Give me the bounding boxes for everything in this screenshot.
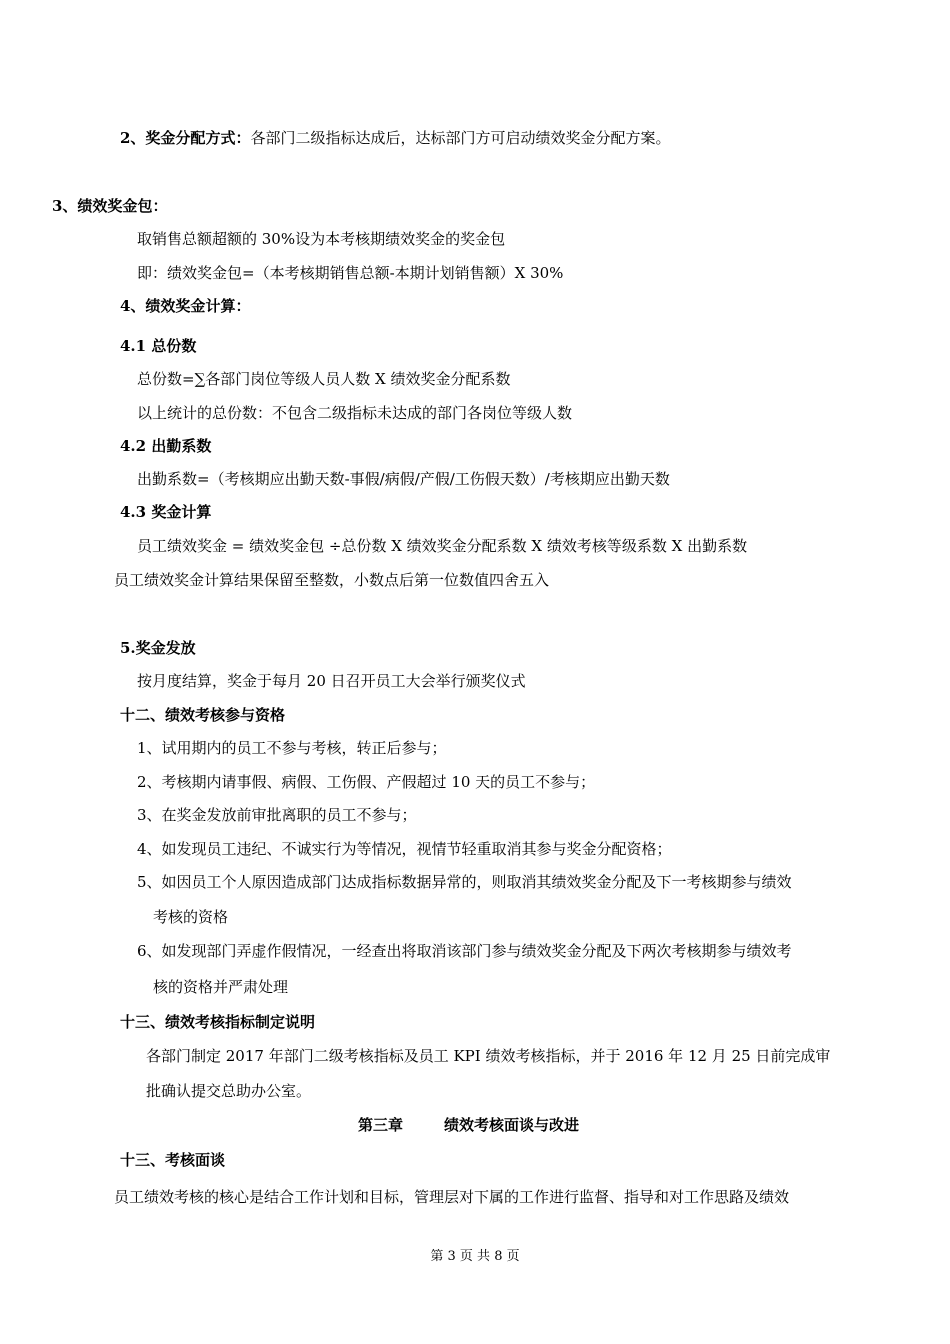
section-13-line-1: 各部门制定 2017 年部门二级考核指标及员工 KPI 绩效考核指标，并于 2016 年 12 月 25 日前完成审 xyxy=(146,1047,831,1065)
chapter-title: 绩效考核面谈与改进 xyxy=(444,1116,580,1134)
section-2-line xyxy=(120,128,670,148)
page-footer: 第 3 页 共 8 页 xyxy=(430,1249,520,1264)
section-12-heading: 十二、绩效考核参与资格 xyxy=(120,706,286,724)
section-13-line-2: 批确认提交总助办公室。 xyxy=(146,1082,312,1100)
chapter-number: 第三章 xyxy=(358,1116,404,1134)
section-4-1-line-1: 总份数=∑各部门岗位等级人员人数 X 绩效奖金分配系数 xyxy=(137,370,511,388)
section-3-heading: 3、绩效奖金包： xyxy=(52,197,168,215)
section-5-heading: 5.奖金发放 xyxy=(120,639,196,657)
section-4-1-line-2: 以上统计的总份数：不包含二级指标未达成的部门各岗位等级人数 xyxy=(137,404,573,422)
section-12-item-5-line-2: 考核的资格 xyxy=(153,908,229,926)
section-2-heading: 2、奖金分配方式： xyxy=(120,129,251,147)
section-13-heading: 十三、绩效考核指标制定说明 xyxy=(120,1013,316,1031)
section-3-line-1: 取销售总额超额的 30%设为本考核期绩效奖金的奖金包 xyxy=(137,230,506,248)
section-12-item-6-line-1: 6、如发现部门弄虚作假情况，一经查出将取消该部门参与绩效奖金分配及下两次考核期参与绩效考 xyxy=(137,942,792,960)
section-12-item-4: 4、如发现员工违纪、不诚实行为等情况，视情节轻重取消其参与奖金分配资格； xyxy=(137,840,672,858)
section-4-3-heading: 4.3 奖金计算 xyxy=(120,503,212,521)
section-4-1-heading: 4.1 总份数 xyxy=(120,337,197,355)
section-12-item-1: 1、试用期内的员工不参与考核，转正后参与； xyxy=(137,739,447,757)
section-4-2-heading: 4.2 出勤系数 xyxy=(120,437,212,455)
section-12-item-3: 3、在奖金发放前审批离职的员工不参与； xyxy=(137,806,417,824)
section-5-text: 按月度结算，奖金于每月 20 日召开员工大会举行颁奖仪式 xyxy=(137,672,526,690)
section-13b-heading: 十三、考核面谈 xyxy=(120,1151,226,1169)
section-2-text: 各部门二级指标达成后，达标部门方可启动绩效奖金分配方案。 xyxy=(250,129,671,147)
section-4-heading: 4、绩效奖金计算： xyxy=(120,297,251,315)
section-12-item-2: 2、考核期内请事假、病假、工伤假、产假超过 10 天的员工不参与； xyxy=(137,773,596,791)
section-12-item-5-line-1: 5、如因员工个人原因造成部门达成指标数据异常的，则取消其绩效奖金分配及下一考核期参与绩效 xyxy=(137,873,792,891)
section-4-3-line-2: 员工绩效奖金计算结果保留至整数，小数点后第一位数值四舍五入 xyxy=(114,571,550,589)
section-4-2-line: 出勤系数=（考核期应出勤天数-事假/病假/产假/工伤假天数）/考核期应出勤天数 xyxy=(137,470,670,488)
section-13b-line-1: 员工绩效考核的核心是结合工作计划和目标，管理层对下属的工作进行监督、指导和对工作思路及绩效 xyxy=(114,1188,790,1206)
section-4-3-line-1: 员工绩效奖金 = 绩效奖金包 ÷总份数 X 绩效奖金分配系数 X 绩效考核等级系数 X 出勤系数 xyxy=(137,537,748,555)
section-12-item-6-line-2: 核的资格并严肃处理 xyxy=(153,978,289,996)
section-3-line-2: 即：绩效奖金包=（本考核期销售总额-本期计划销售额）X 30% xyxy=(137,264,564,282)
